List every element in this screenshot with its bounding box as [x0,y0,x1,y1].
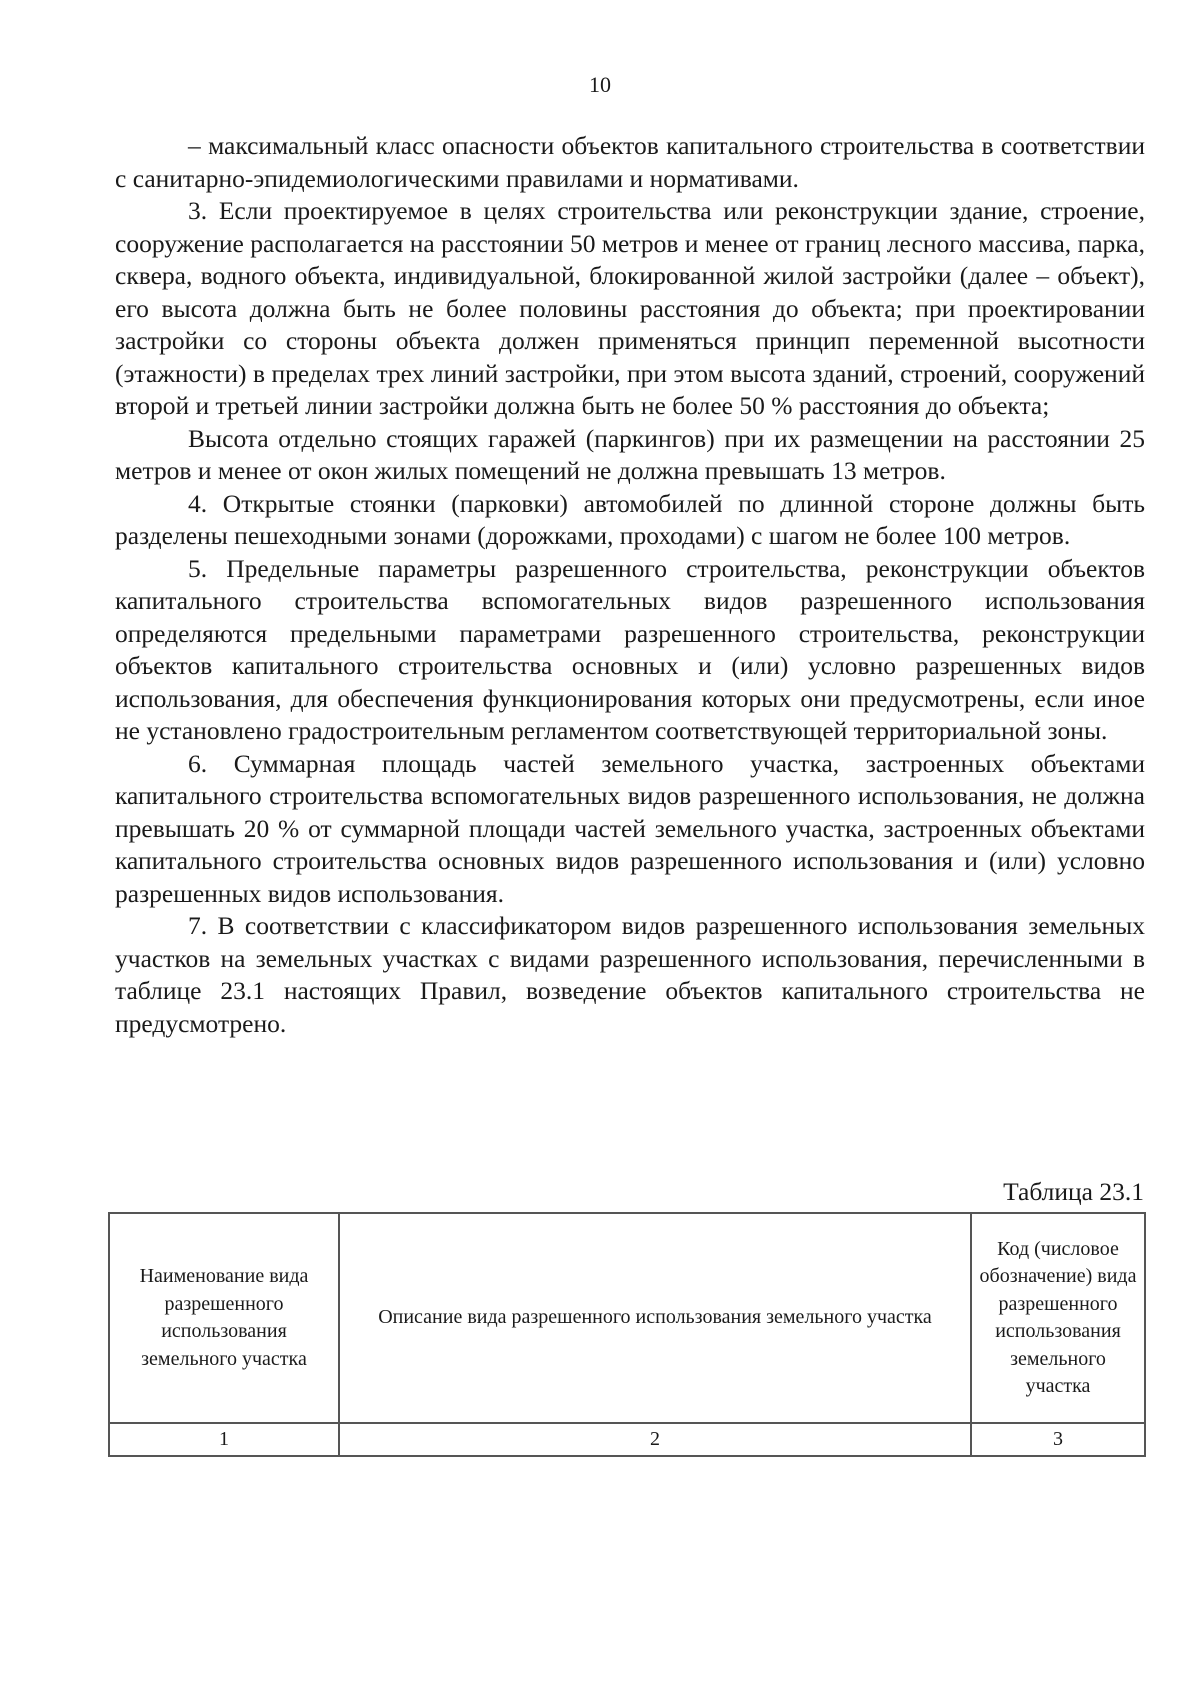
column-number-1: 1 [109,1423,339,1456]
paragraph-item-7: 7. В соответствии с классификатором видов разрешенного использования земельных участков на земельных участках с видами разрешенного использования, перечисленными в таблице 23.1 настоящих Правил, возведение объектов капитального строительства не предусмотрено. [115,911,1145,1038]
header-use-name: Наименование вида разрешенного использования земельного участка [109,1213,339,1423]
column-number-3: 3 [971,1423,1145,1456]
paragraph-item-4: 4. Открытые стоянки (парковки) автомобилей по длинной стороне должны быть разделены пешеходными зонами (дорожками, проходами) с шагом не более 100 метров. [115,488,1145,550]
table-header-row [109,1213,1145,1423]
paragraph-item-3: 3. Если проектируемое в целях строительства или реконструкции здание, строение, сооружение располагается на расстоянии 50 метров и менее от границ лесного массива, парка, сквера, водного объекта, индивидуальной, блокированной жилой застройки (далее – объект), его высота должна быть не более половины расстояния до объекта; при проектировании застройки со стороны объекта должен применяться принцип переменной высотности (этажности) в пределах трех линий застройки, при этом высота зданий, строений, сооружений второй и третьей линии застройки должна быть не более 50 % расстояния до объекта; [115,196,1145,420]
header-use-description: Описание вида разрешенного использования земельного участка [339,1213,971,1423]
paragraph-hazard-class: – максимальный класс опасности объектов капитального строительства в соответствии с санитарно-эпидемиологическими правилами и нормативами. [115,131,1145,193]
body-text [115,130,1145,1040]
paragraph-garage-height: Высота отдельно стоящих гаражей (паркингов) при их размещении на расстоянии 25 метров и менее от окон жилых помещений не должна превышать 13 метров. [115,423,1145,485]
table-numbering-row [109,1423,1145,1456]
permitted-use-table [108,1212,1146,1457]
column-number-2: 2 [339,1423,971,1456]
paragraph-item-5: 5. Предельные параметры разрешенного строительства, реконструкции объектов капитального строительства вспомогательных видов разрешенного использования определяются предельными параметрами разрешенного строительства, реконструкции объектов капитального строительства основных и (или) условно разрешенных видов использования, для обеспечения функционирования которых они предусмотрены, если иное не установлено градостроительным регламентом соответствующей территориальной зоны. [115,553,1145,745]
paragraph-item-6: 6. Суммарная площадь частей земельного участка, застроенных объектами капитального строительства вспомогательных видов разрешенного использования, не должна превышать 20 % от суммарной площади частей земельного участка, застроенных объектами капитального строительства основных видов разрешенного использования и (или) условно разрешенных видов использования. [115,748,1145,908]
header-use-code: Код (числовое обозначение) вида разрешенного использования земельного участка [971,1213,1145,1423]
table-caption: Таблица 23.1 [1003,1177,1144,1206]
page-number: 10 [589,72,611,97]
